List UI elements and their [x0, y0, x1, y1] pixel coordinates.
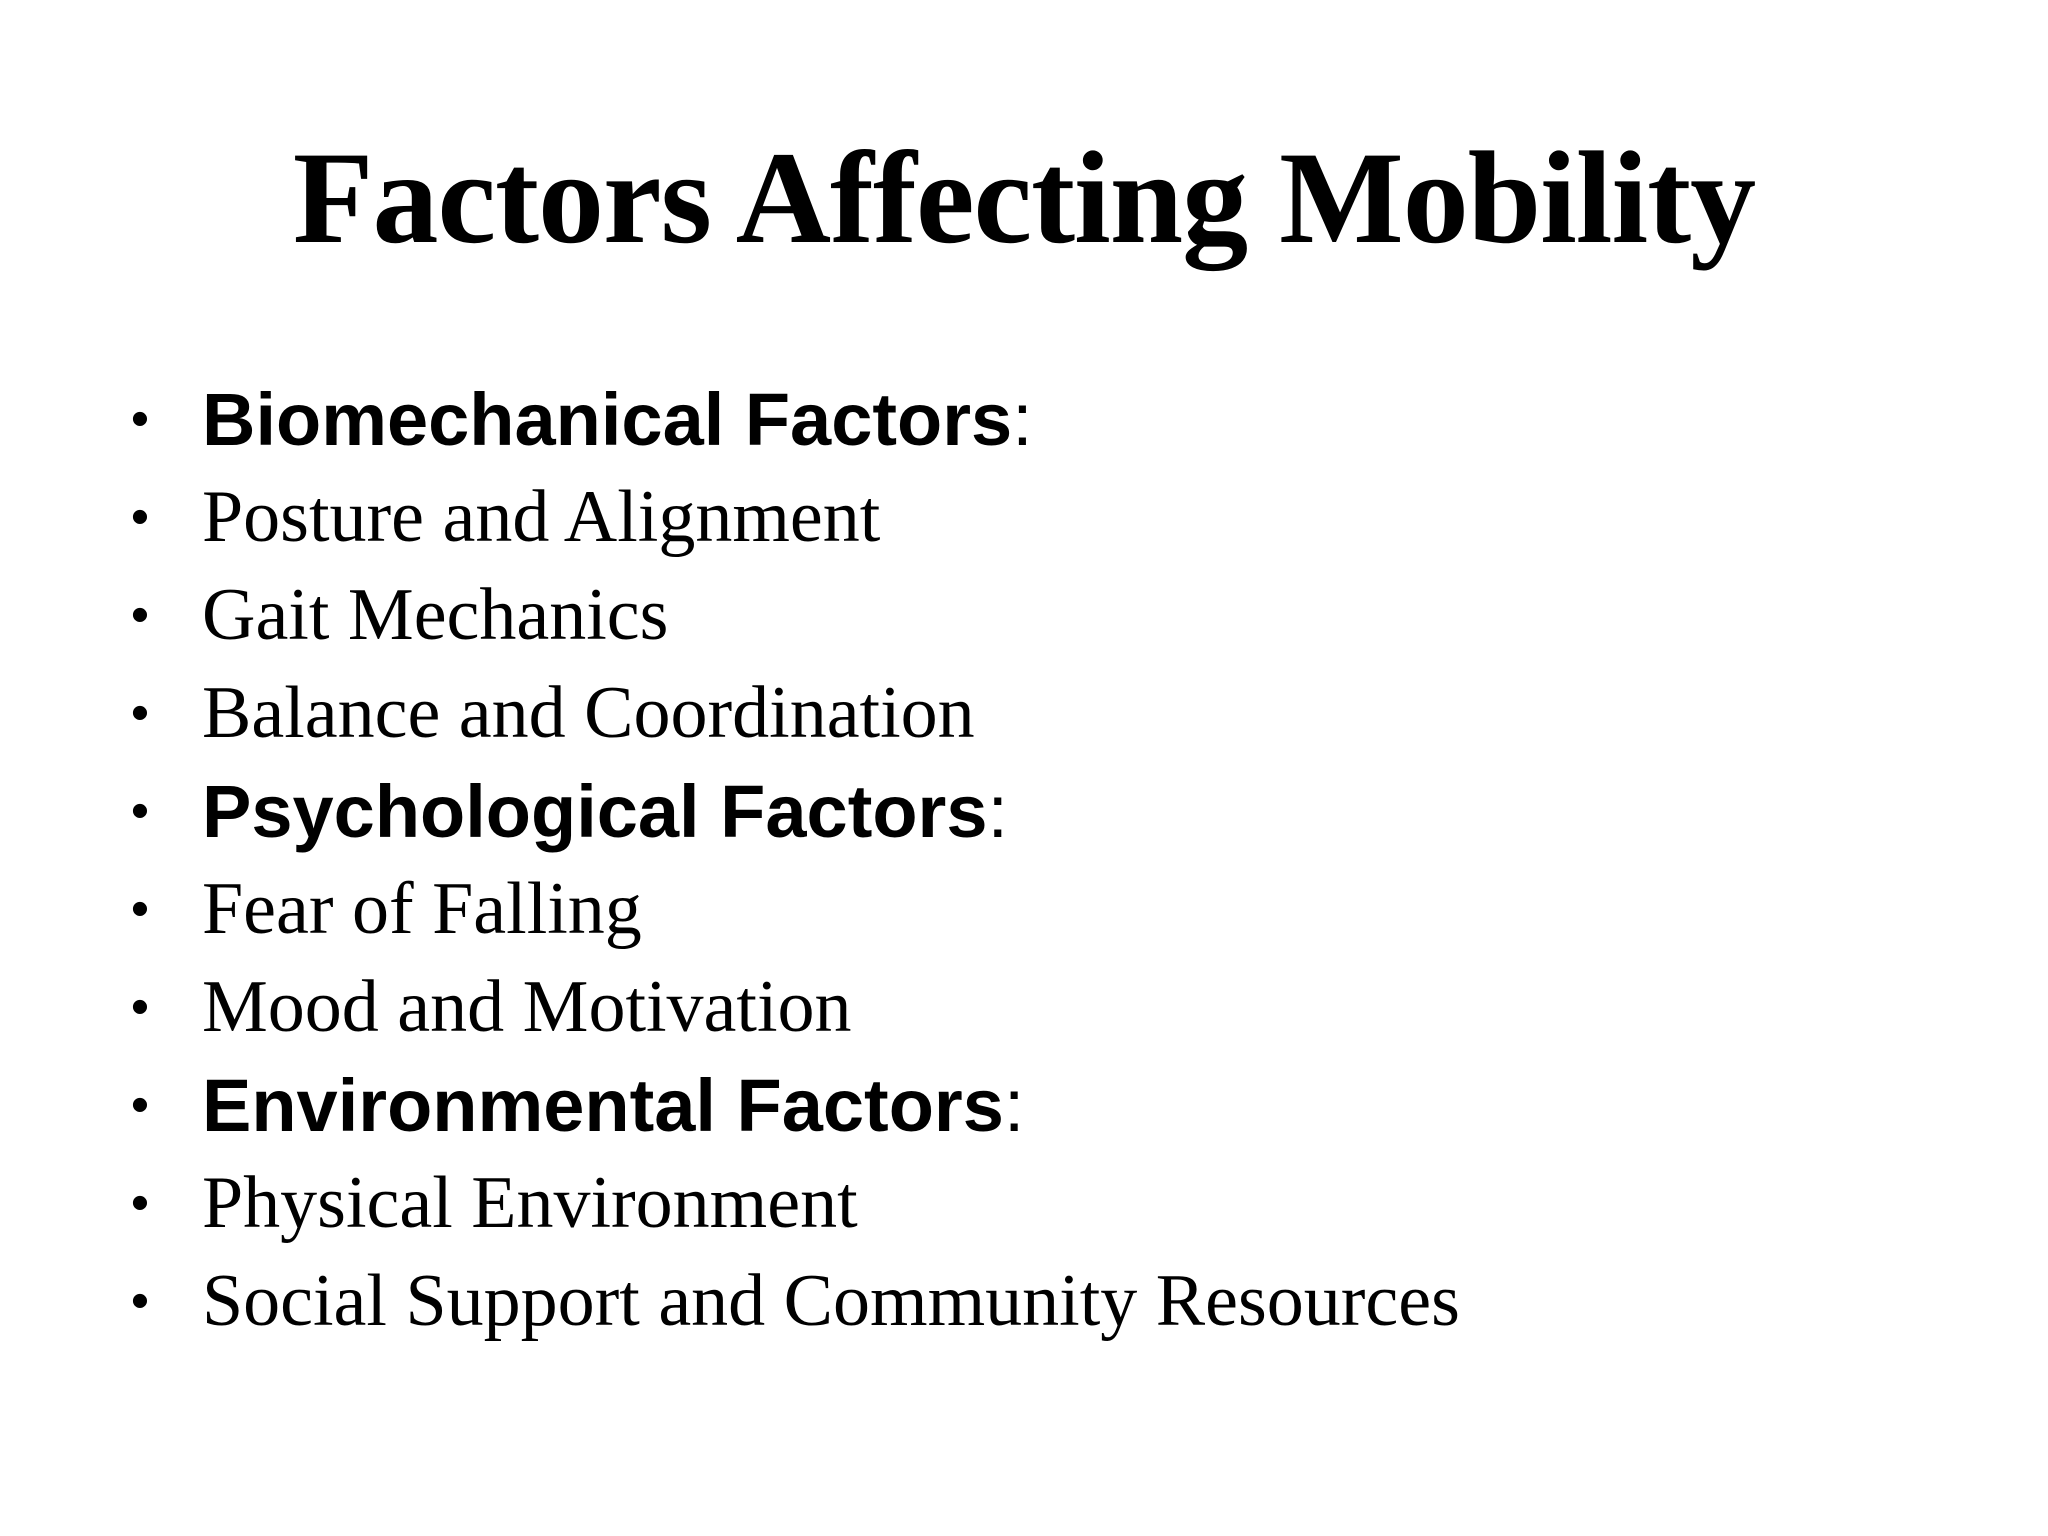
- section-heading: [202, 377, 1033, 462]
- list-item: [120, 860, 1980, 958]
- bullet-icon: •: [130, 880, 150, 938]
- bullet-icon: •: [130, 684, 150, 742]
- list-item-text: Balance and Coordination: [202, 671, 975, 754]
- section-heading-colon: :: [1012, 377, 1033, 461]
- list-item-psychological-factors: [120, 762, 1980, 860]
- section-heading-colon: :: [987, 769, 1009, 853]
- section-heading-label: Psychological Factors: [202, 769, 988, 853]
- section-heading: [202, 769, 1008, 854]
- list-item: [120, 566, 1980, 664]
- bullet-icon: •: [130, 1272, 150, 1330]
- list-item: [120, 1252, 1980, 1350]
- list-item-text: Physical Environment: [202, 1161, 858, 1244]
- bullet-icon: •: [130, 390, 150, 448]
- list-item-biomechanical-factors: [120, 370, 1980, 468]
- section-heading-label: Environmental Factors: [202, 1063, 1004, 1147]
- bullet-icon: •: [130, 978, 150, 1036]
- list-item: [120, 958, 1980, 1056]
- section-heading-colon: :: [1003, 1063, 1025, 1147]
- bullet-icon: •: [130, 782, 150, 840]
- bullet-icon: •: [130, 488, 150, 546]
- list-item-text: Social Support and Community Resources: [202, 1259, 1460, 1342]
- slide-title: Factors Affecting Mobility: [292, 124, 1756, 271]
- bullet-list: [120, 370, 1980, 1350]
- list-item-text: Posture and Alignment: [202, 475, 881, 558]
- section-heading: [202, 1063, 1024, 1148]
- list-item: [120, 664, 1980, 762]
- bullet-icon: •: [130, 586, 150, 644]
- list-item-text: Mood and Motivation: [202, 965, 852, 1048]
- section-heading-label: Biomechanical Factors: [202, 377, 1013, 461]
- list-item-text: Fear of Falling: [202, 867, 642, 950]
- list-item-environmental-factors: [120, 1056, 1980, 1154]
- list-item: [120, 468, 1980, 566]
- list-item: [120, 1154, 1980, 1252]
- list-item-text: Gait Mechanics: [202, 573, 669, 656]
- bullet-icon: •: [130, 1076, 150, 1134]
- bullet-icon: •: [130, 1174, 150, 1232]
